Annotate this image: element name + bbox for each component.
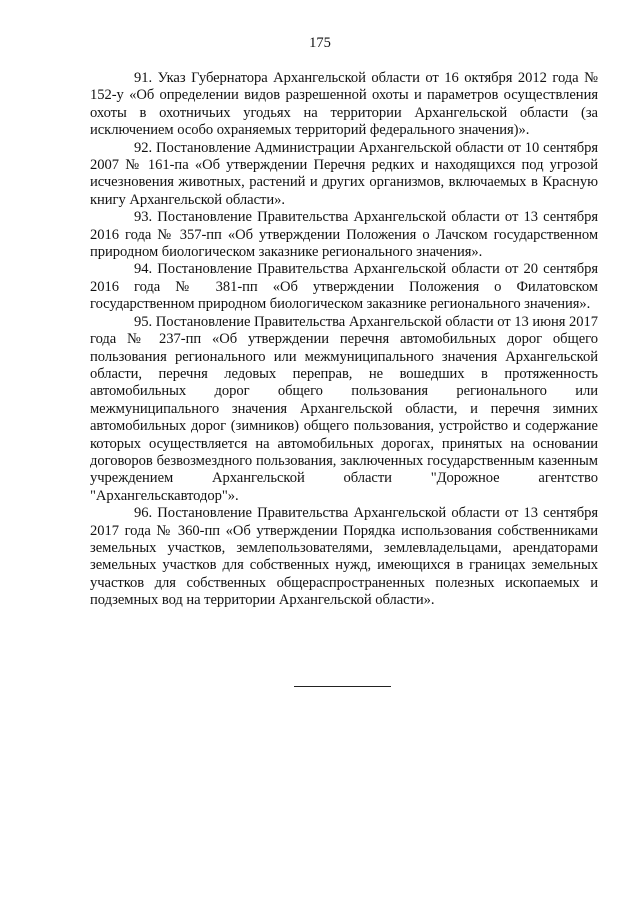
list-item-91: 91. Указ Губернатора Архангельской области от 16 октября 2012 года № 152-у «Об определении видов разрешенной охоты и параметров осуществления охоты в охотничьих угодьях на территории Архангельской области (за исключением особо охраняемых территорий федерального значения)». xyxy=(90,70,598,139)
list-item-92: 92. Постановление Администрации Архангельской области от 10 сентября 2007 № 161-па «Об утверждении Перечня редких и находящихся под угрозой исчезновения животных, растений и других организмов, включаемых в Красную книгу Архангельской области». xyxy=(90,139,598,208)
list-item-95: 95. Постановление Правительства Архангельской области от 13 июня 2017 года № 237-пп «Об утверждении перечня автомобильных дорог общего пользования регионального или межмуниципального значения Архангельской области, перечня ледовых переправ, не вошедших в протяженность автомобильных дорог общего пользования регионального или межмуниципального значения Архангельской области, и перечня зимних автомобильных дорог (зимников) общего пользования, устройство и содержание которых осуществляется на автомобильных дорогах, принятых на основании договоров безвозмездного пользования, заключенных государственным казенным учреждением Архангельской области "Дорожное агентство "Архангельскавтодор"». xyxy=(90,313,598,504)
page-number: 175 xyxy=(309,35,331,51)
list-item-93: 93. Постановление Правительства Архангельской области от 13 сентября 2016 года № 357-пп «Об утверждении Положения о Лачском государственном природном биологическом заказнике регионального значения». xyxy=(90,209,598,261)
list-item-96: 96. Постановление Правительства Архангельской области от 13 сентября 2017 года № 360-пп «Об утверждении Порядка использования собственниками земельных участков, землепользователями, землевладельцами, арендаторами земельных участков для собственных нужд, имеющихся в границах земельных участков для собственных общераспространенных полезных ископаемых и подземных вод на территории Архангельской области». xyxy=(90,505,598,609)
list-item-94: 94. Постановление Правительства Архангельской области от 20 сентября 2016 года № 381-пп «Об утверждении Положения о Филатовском государственном природном биологическом заказнике регионального значения». xyxy=(90,261,598,313)
end-divider-line xyxy=(294,686,391,687)
document-body xyxy=(90,70,598,610)
